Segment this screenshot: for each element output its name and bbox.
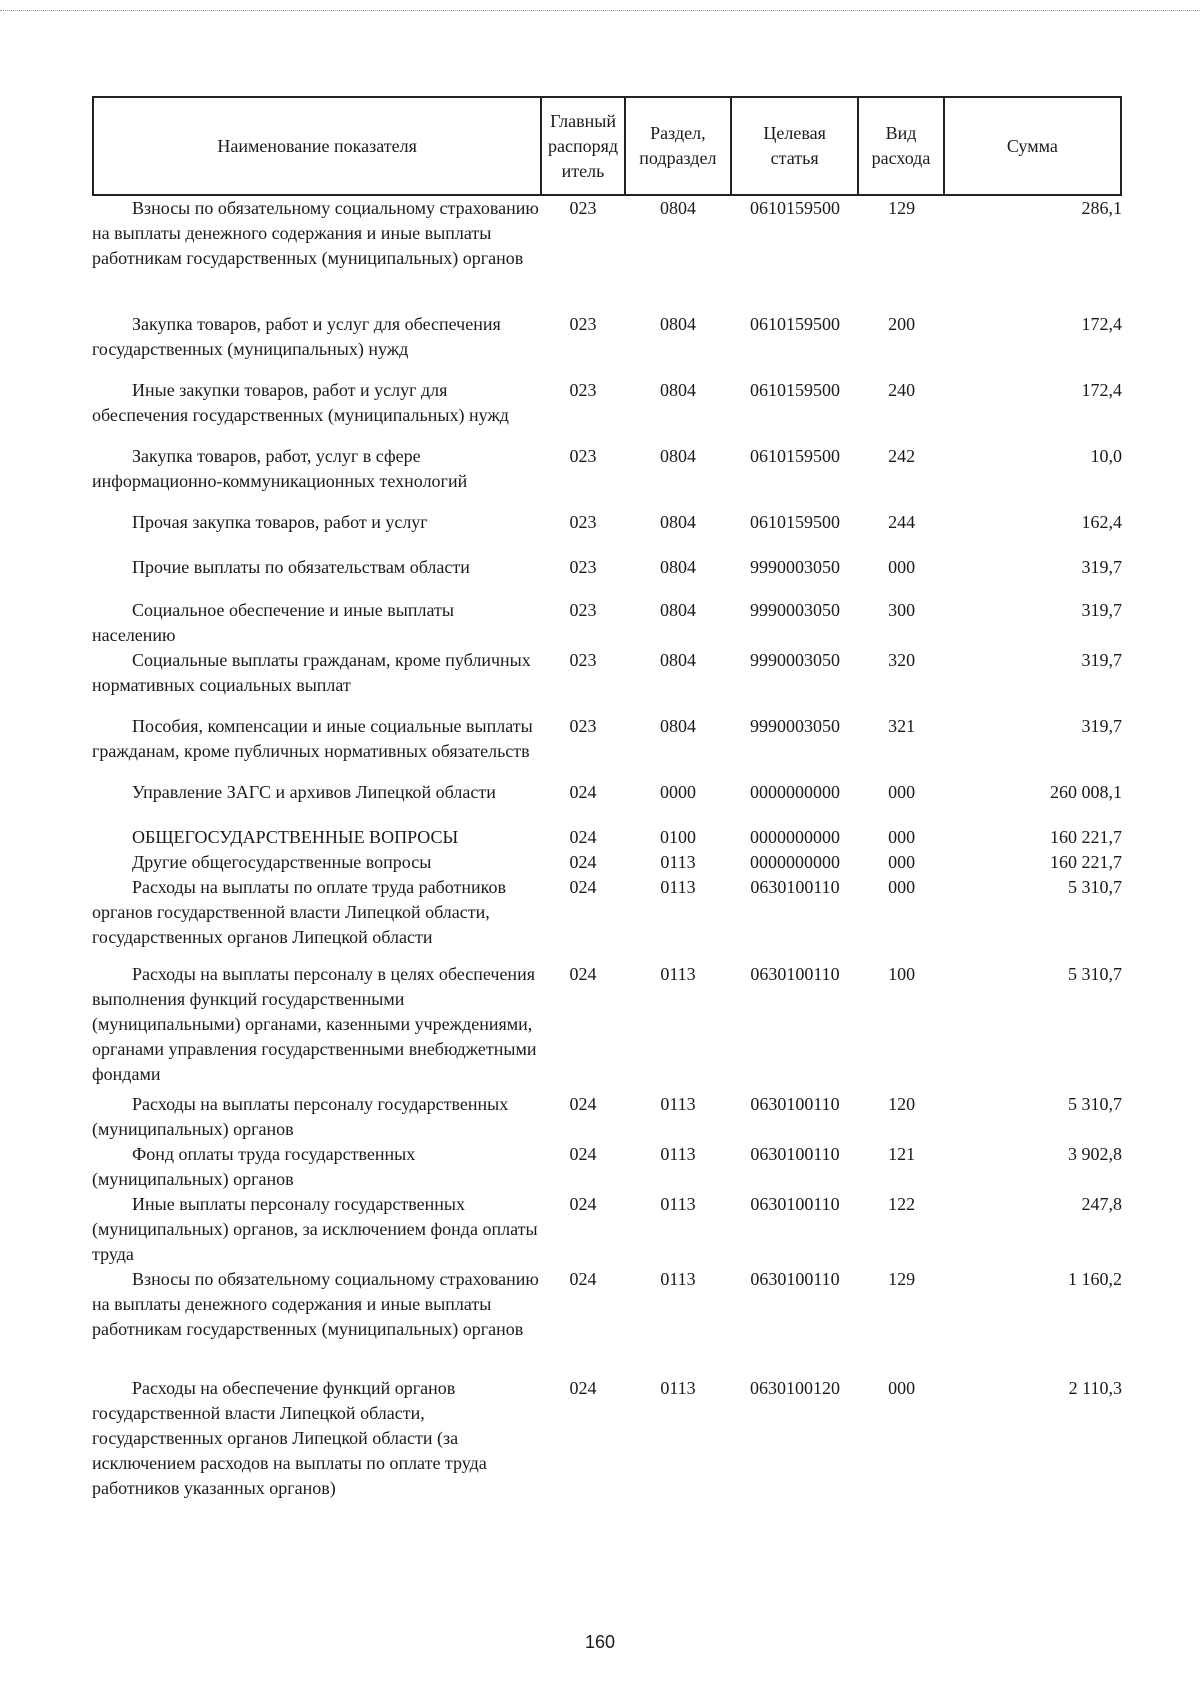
table-row [92,825,1122,850]
row-vid: 000 [888,877,916,897]
row-razdel: 0113 [660,1094,696,1114]
row-name: Расходы на обеспечение функций органов государственной власти Липецкой области, государственных органов Липецкой области (за исключением расходов на выплаты по оплате труда работников указанных органов) [92,1378,487,1498]
row-cel: 0630100110 [750,1269,840,1289]
row-razdel: 0113 [660,1144,696,1164]
row-glav: 023 [569,716,597,736]
row-cel: 0630100110 [750,1194,840,1214]
row-cel: 0000000000 [750,827,841,847]
header-razdel [625,97,731,195]
row-glav: 023 [569,650,597,670]
table-row [92,875,1122,962]
row-sum: 319,7 [1081,557,1122,577]
table-row [92,648,1122,714]
row-vid: 200 [888,314,916,334]
header-vid-rashoda [858,97,943,195]
row-vid: 300 [888,600,916,620]
table-row [92,1142,1122,1192]
row-sum: 247,8 [1081,1194,1122,1214]
row-cel: 0000000000 [750,852,841,872]
row-vid: 100 [888,964,916,984]
row-name: Пособия, компенсации и иные социальные выплаты гражданам, кроме публичных нормативных обязательств [92,716,533,761]
row-cel: 9990003050 [750,600,841,620]
row-cel: 9990003050 [750,716,841,736]
header-glav-line-1: Главный [550,110,616,131]
row-razdel: 0804 [660,600,697,620]
row-name: Расходы на выплаты персоналу в целях обеспечения выполнения функций государственными (муниципальными) органами, казенными учреждениями, органами управления государственными внебюджетными фондами [92,964,537,1084]
row-glav: 023 [569,512,597,532]
table-row [92,780,1122,825]
row-glav: 023 [569,446,597,466]
row-vid: 000 [888,1378,916,1398]
row-razdel: 0000 [660,782,697,802]
row-glav: 024 [569,1194,597,1214]
row-name: Иные выплаты персоналу государственных (муниципальных) органов, за исключением фонда оплаты труда [92,1194,538,1264]
header-name: Наименование показателя [93,97,541,195]
table-row [92,1192,1122,1267]
row-sum: 5 310,7 [1068,964,1122,984]
row-sum: 172,4 [1081,314,1122,334]
header-cel-line-2: статья [770,148,819,168]
header-celevaya-statya [731,97,858,195]
row-razdel: 0804 [660,512,697,532]
row-name: Социальное обеспечение и иные выплаты населению [92,600,454,645]
row-vid: 000 [888,557,916,577]
row-name: Другие общегосударственные вопросы [132,852,432,872]
table-row [92,196,1122,312]
row-name: Прочие выплаты по обязательствам области [132,557,470,577]
table-row [92,555,1122,598]
row-razdel: 0804 [660,716,697,736]
row-cel: 9990003050 [750,557,841,577]
row-razdel: 0804 [660,650,697,670]
row-cel: 0630100110 [750,1094,840,1114]
row-razdel: 0804 [660,446,697,466]
row-sum: 3 902,8 [1068,1144,1122,1164]
row-sum: 319,7 [1081,600,1122,620]
row-sum: 319,7 [1081,716,1122,736]
row-cel: 0630100110 [750,877,840,897]
row-sum: 162,4 [1081,512,1122,532]
row-name: Расходы на выплаты по оплате труда работников органов государственной власти Липецкой области, государственных органов Липецкой области [92,877,506,947]
header-glav-line-2: распоряд [547,135,619,156]
row-glav: 024 [569,877,597,897]
row-glav: 024 [569,1378,597,1398]
row-razdel: 0113 [660,877,696,897]
row-glav: 023 [569,314,597,334]
row-vid: 120 [888,1094,916,1114]
row-razdel: 0113 [660,964,696,984]
table-row [92,444,1122,510]
row-sum: 5 310,7 [1068,877,1122,897]
row-glav: 023 [569,600,597,620]
row-glav: 023 [569,557,597,577]
row-name: Взносы по обязательному социальному страхованию на выплаты денежного содержания и иные выплаты работникам государственных (муниципальных) органов [92,1269,539,1339]
row-razdel: 0804 [660,314,697,334]
row-sum: 160 221,7 [1050,852,1122,872]
row-cel: 9990003050 [750,650,841,670]
table-row [92,1092,1122,1142]
row-glav: 024 [569,1094,597,1114]
row-vid: 000 [888,852,916,872]
row-razdel: 0113 [660,1194,696,1214]
row-cel: 0630100110 [750,1144,840,1164]
header-glavny-rasporyaditel [541,97,624,195]
scan-top-dotted-line [0,10,1200,11]
row-vid: 320 [888,650,916,670]
table-row [92,598,1122,648]
row-cel: 0630100120 [750,1378,841,1398]
row-name: Управление ЗАГС и архивов Липецкой области [132,782,496,802]
header-vid-line-2: расхода [871,148,931,168]
row-sum: 172,4 [1081,380,1122,400]
row-vid: 122 [888,1194,916,1214]
row-glav: 024 [569,782,597,802]
table-rows [92,196,1122,1516]
row-sum: 2 110,3 [1068,1378,1122,1398]
row-glav: 024 [569,1144,597,1164]
row-razdel: 0804 [660,198,697,218]
row-razdel: 0113 [660,1378,696,1398]
row-cel: 0610159500 [750,446,841,466]
row-vid: 000 [888,827,916,847]
row-sum: 160 221,7 [1050,827,1122,847]
table-header [92,96,1122,196]
header-vid-line-1: Вид [885,123,917,143]
header-cel-line-1: Целевая [763,123,826,143]
header-razdel-line-2: подраздел [639,148,717,168]
row-glav: 024 [569,852,597,872]
row-name: Социальные выплаты гражданам, кроме публичных нормативных социальных выплат [92,650,531,695]
header-summa: Сумма [944,97,1121,195]
table-row [92,714,1122,780]
row-vid: 240 [888,380,916,400]
row-glav: 024 [569,1269,597,1289]
row-name: Взносы по обязательному социальному страхованию на выплаты денежного содержания и иные выплаты работникам государственных (муниципальных) органов [92,198,539,268]
row-vid: 129 [888,1269,916,1289]
row-sum: 10,0 [1090,446,1122,466]
table-row [92,1376,1122,1516]
row-glav: 023 [569,198,597,218]
row-name: Фонд оплаты труда государственных (муниципальных) органов [92,1144,416,1189]
row-name: Закупка товаров, работ и услуг для обеспечения государственных (муниципальных) нужд [92,314,501,359]
row-cel: 0610159500 [750,512,841,532]
row-razdel: 0100 [660,827,697,847]
row-sum: 286,1 [1081,198,1122,218]
row-vid: 321 [888,716,916,736]
row-cel: 0000000000 [750,782,841,802]
row-sum: 319,7 [1081,650,1122,670]
row-name: Закупка товаров, работ, услуг в сфере информационно-коммуникационных технологий [92,446,468,491]
row-razdel: 0113 [660,1269,696,1289]
row-vid: 129 [888,198,916,218]
row-cel: 0610159500 [750,314,841,334]
row-sum: 5 310,7 [1068,1094,1122,1114]
row-sum: 260 008,1 [1050,782,1122,802]
header-glav-line-3: итель [561,160,605,181]
row-name: Прочая закупка товаров, работ и услуг [132,512,428,532]
row-vid: 242 [888,446,916,466]
row-vid: 121 [888,1144,916,1164]
row-cel: 0610159500 [750,380,841,400]
row-cel: 0630100110 [750,964,840,984]
row-vid: 244 [888,512,916,532]
page-number: 160 [584,1632,616,1652]
table-row [92,850,1122,875]
table-row [92,1267,1122,1376]
row-name: ОБЩЕГОСУДАРСТВЕННЫЕ ВОПРОСЫ [132,827,459,847]
row-glav: 024 [569,827,597,847]
row-vid: 000 [888,782,916,802]
table-row [92,510,1122,555]
budget-table-body [92,196,1122,1516]
row-glav: 024 [569,964,597,984]
table-row [92,962,1122,1092]
table-row [92,378,1122,444]
row-glav: 023 [569,380,597,400]
row-razdel: 0804 [660,380,697,400]
row-cel: 0610159500 [750,198,841,218]
row-name: Расходы на выплаты персоналу государственных (муниципальных) органов [92,1094,509,1139]
row-name: Иные закупки товаров, работ и услуг для обеспечения государственных (муниципальных) нужд [92,380,509,425]
header-razdel-line-1: Раздел, [650,123,706,143]
row-razdel: 0804 [660,557,697,577]
row-razdel: 0113 [660,852,696,872]
table-row [92,312,1122,378]
row-sum: 1 160,2 [1068,1269,1122,1289]
